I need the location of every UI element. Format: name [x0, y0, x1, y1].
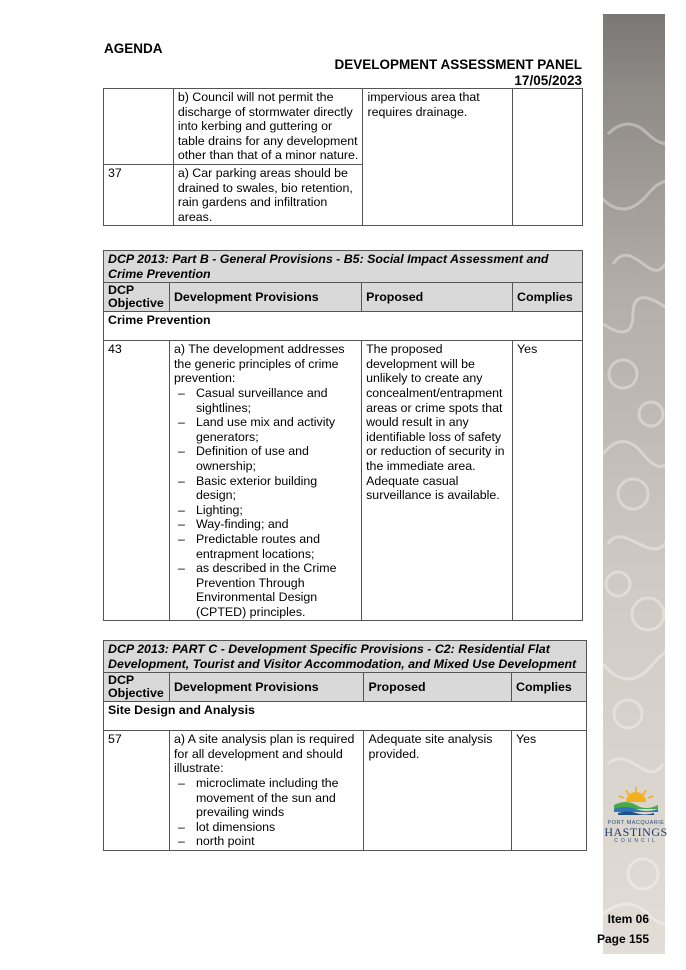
table-row — [104, 341, 583, 621]
council-logo — [604, 785, 668, 844]
logo-text-top: PORT MACQUARIE — [607, 820, 665, 826]
meeting-date: 17/05/2023 — [514, 73, 582, 88]
complies-cell: Yes — [512, 731, 587, 851]
objective-cell: 57 — [104, 731, 170, 851]
col-header-complies: Complies — [513, 283, 583, 312]
section-row — [104, 702, 587, 731]
sun-hills-logo-icon — [614, 785, 658, 815]
logo-text-main: HASTINGS — [604, 825, 668, 839]
proposed-cell: Adequate site analysis provided. — [364, 731, 512, 851]
stormwater-table — [103, 88, 583, 226]
list-item: – Way-finding; and — [174, 517, 357, 532]
list-item: – Basic exterior building design; — [174, 474, 357, 503]
provision-cell: a) Car parking areas should be drained to swales, bio retention, rain gardens and infiltration areas. — [173, 164, 363, 225]
list-item: – north point — [174, 834, 359, 849]
list-item: – lot dimensions — [174, 820, 359, 835]
principles-list — [174, 386, 357, 620]
list-item: – microclimate including the movement of the sun and prevailing winds — [174, 776, 359, 820]
table-title-row — [104, 251, 583, 283]
section-row — [104, 312, 583, 341]
table-title: DCP 2013: PART C - Development Specific Provisions - C2: Residential Flat Development, Tourist and Visitor Accommodation, and Mixed Use Development — [104, 641, 587, 673]
column-header-row — [104, 673, 587, 702]
agenda-heading: AGENDA — [104, 41, 163, 56]
provision-intro: a) A site analysis plan is required for all development and should illustrate: — [173, 732, 355, 776]
col-header-provisions: Development Provisions — [169, 673, 363, 702]
section-heading: Site Design and Analysis — [104, 702, 587, 731]
list-item: – Casual surveillance and sightlines; — [174, 386, 357, 415]
provision-cell — [169, 341, 361, 621]
col-header-proposed: Proposed — [362, 283, 513, 312]
provision-cell — [169, 731, 363, 851]
item-number: Item 06 — [607, 912, 649, 926]
complies-cell: Yes — [513, 341, 583, 621]
site-design-table — [103, 640, 587, 851]
list-item: – as described in the Crime Prevention Through Environmental Design (CPTED) principles. — [174, 561, 357, 619]
section-heading: Crime Prevention — [104, 312, 583, 341]
proposed-cell: impervious area that requires drainage. — [363, 89, 513, 226]
list-item: – Lighting; — [174, 503, 357, 518]
col-header-objective: DCP Objective — [104, 673, 170, 702]
table-title: DCP 2013: Part B - General Provisions - B5: Social Impact Assessment and Crime Prevention — [104, 251, 583, 283]
list-item: – Land use mix and activity generators; — [174, 415, 357, 444]
column-header-row — [104, 283, 583, 312]
col-header-provisions: Development Provisions — [169, 283, 361, 312]
objective-cell: 37 — [104, 164, 174, 225]
list-item: – Predictable routes and entrapment locations; — [174, 532, 357, 561]
table-row — [104, 731, 587, 851]
illustrate-list — [174, 776, 359, 849]
table-title-row — [104, 641, 587, 673]
list-item: – Definition of use and ownership; — [174, 444, 357, 473]
col-header-objective: DCP Objective — [104, 283, 170, 312]
objective-cell — [104, 89, 174, 165]
crime-prevention-table — [103, 250, 583, 621]
complies-cell — [513, 89, 583, 226]
objective-cell: 43 — [104, 341, 170, 621]
col-header-complies: Complies — [512, 673, 587, 702]
col-header-proposed: Proposed — [364, 673, 512, 702]
provision-cell: b) Council will not permit the discharge of stormwater directly into kerbing and guttering or table drains for any development other than that of a minor nature. — [173, 89, 363, 165]
page-number: Page 155 — [596, 932, 649, 946]
logo-text-bottom: COUNCIL — [614, 838, 658, 844]
proposed-cell: The proposed development will be unlikely to create any concealment/entrapment areas or crime spots that would result in any identifiable loss of safety or reduction of security in the immediate area. Adequate casual surveillance is available. — [362, 341, 513, 621]
panel-heading: DEVELOPMENT ASSESSMENT PANEL — [334, 57, 582, 72]
provision-intro: a) The development addresses the generic principles of crime prevention: — [173, 342, 345, 386]
table-row — [104, 89, 583, 165]
